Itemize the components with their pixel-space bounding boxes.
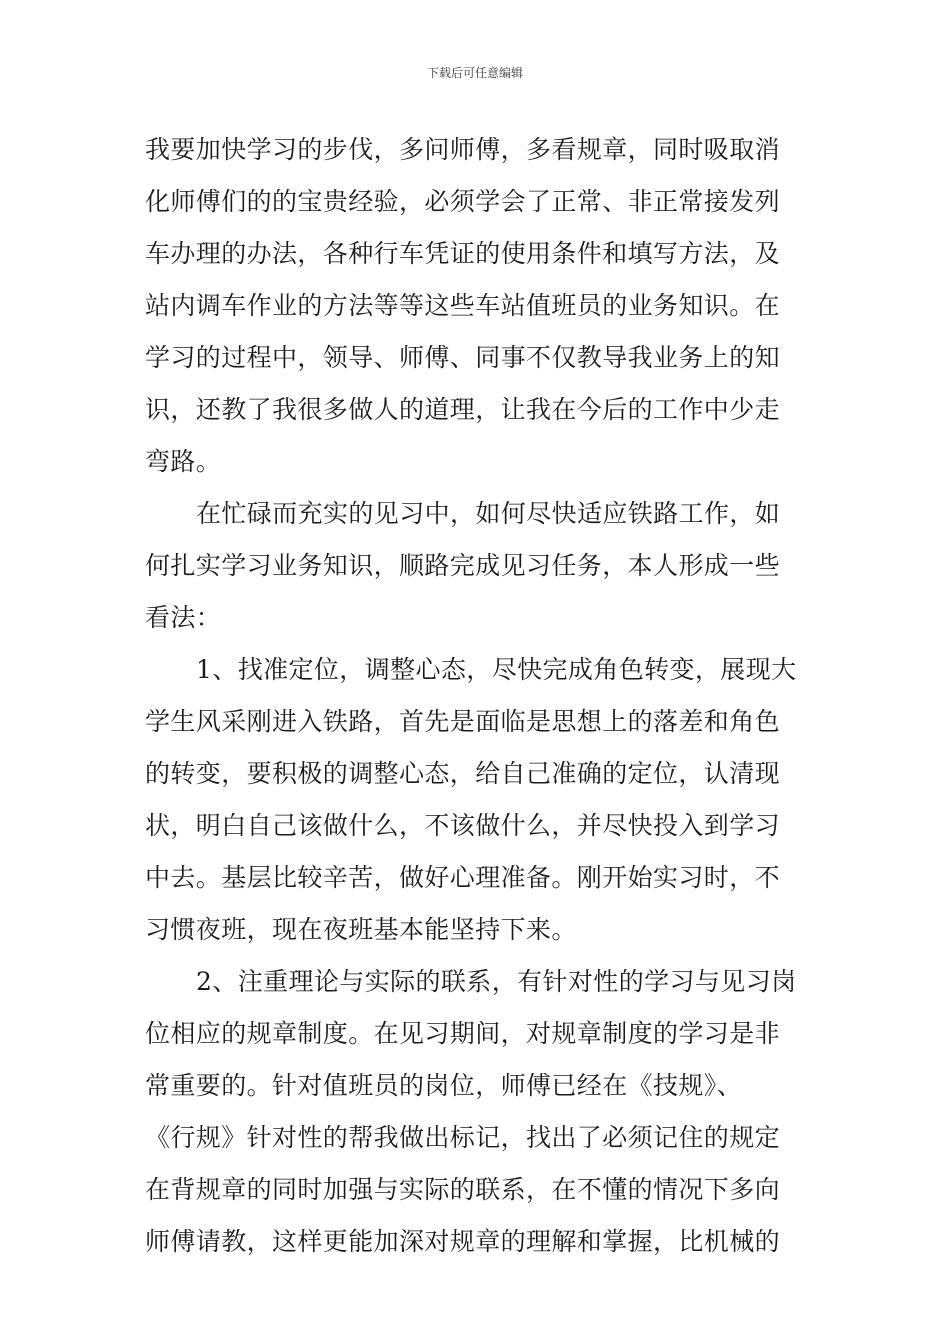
document-body (145, 124, 807, 1268)
text-line: 学生风采刚进入铁路，首先是面临是思想上的落差和角色 (145, 707, 781, 736)
text-line: 的转变，要积极的调整心态，给自己准确的定位，认清现 (145, 759, 781, 788)
text-line: 识，还教了我很多做人的道理，让我在今后的工作中少走 (145, 395, 781, 424)
paragraph-start-line: 2、注重理论与实际的联系，有针对性的学习与见习岗 (196, 967, 797, 996)
text-line: 师傅请教，这样更能加深对规章的理解和掌握，比机械的 (145, 1227, 781, 1256)
text-line: 看法： (145, 603, 222, 632)
text-line: 状，明白自己该做什么，不该做什么，并尽快投入到学习 (145, 811, 781, 840)
text-line: 学习的过程中，领导、师傅、同事不仅教导我业务上的知 (145, 343, 781, 372)
text-line: 《行规》针对性的帮我做出标记，找出了必须记住的规定 (145, 1123, 781, 1152)
text-line: 位相应的规章制度。在见习期间，对规章制度的学习是非 (145, 1019, 781, 1048)
text-line: 站内调车作业的方法等等这些车站值班员的业务知识。在 (145, 291, 781, 320)
paragraph-start-line: 在忙碌而充实的见习中，如何尽快适应铁路工作，如 (196, 499, 781, 528)
text-line: 何扎实学习业务知识，顺路完成见习任务，本人形成一些 (145, 551, 781, 580)
text-line: 化师傅们的的宝贵经验，必须学会了正常、非正常接发列 (145, 187, 781, 216)
text-line: 车办理的办法，各种行车凭证的使用条件和填写方法，及 (145, 239, 781, 268)
text-line: 中去。基层比较辛苦，做好心理准备。刚开始实习时，不 (145, 863, 781, 892)
page-header: 下载后可任意编辑 (426, 66, 523, 80)
paragraph-start-line: 1、找准定位，调整心态，尽快完成角色转变，展现大 (196, 655, 797, 684)
text-line: 习惯夜班，现在夜班基本能坚持下来。 (145, 915, 577, 944)
text-line: 在背规章的同时加强与实际的联系，在不懂的情况下多向 (145, 1175, 781, 1204)
text-line: 弯路。 (145, 447, 222, 476)
text-line: 我要加快学习的步伐，多问师傅，多看规章，同时吸取消 (145, 135, 781, 164)
text-line: 常重要的。针对值班员的岗位，师傅已经在《技规》、 (145, 1071, 743, 1100)
